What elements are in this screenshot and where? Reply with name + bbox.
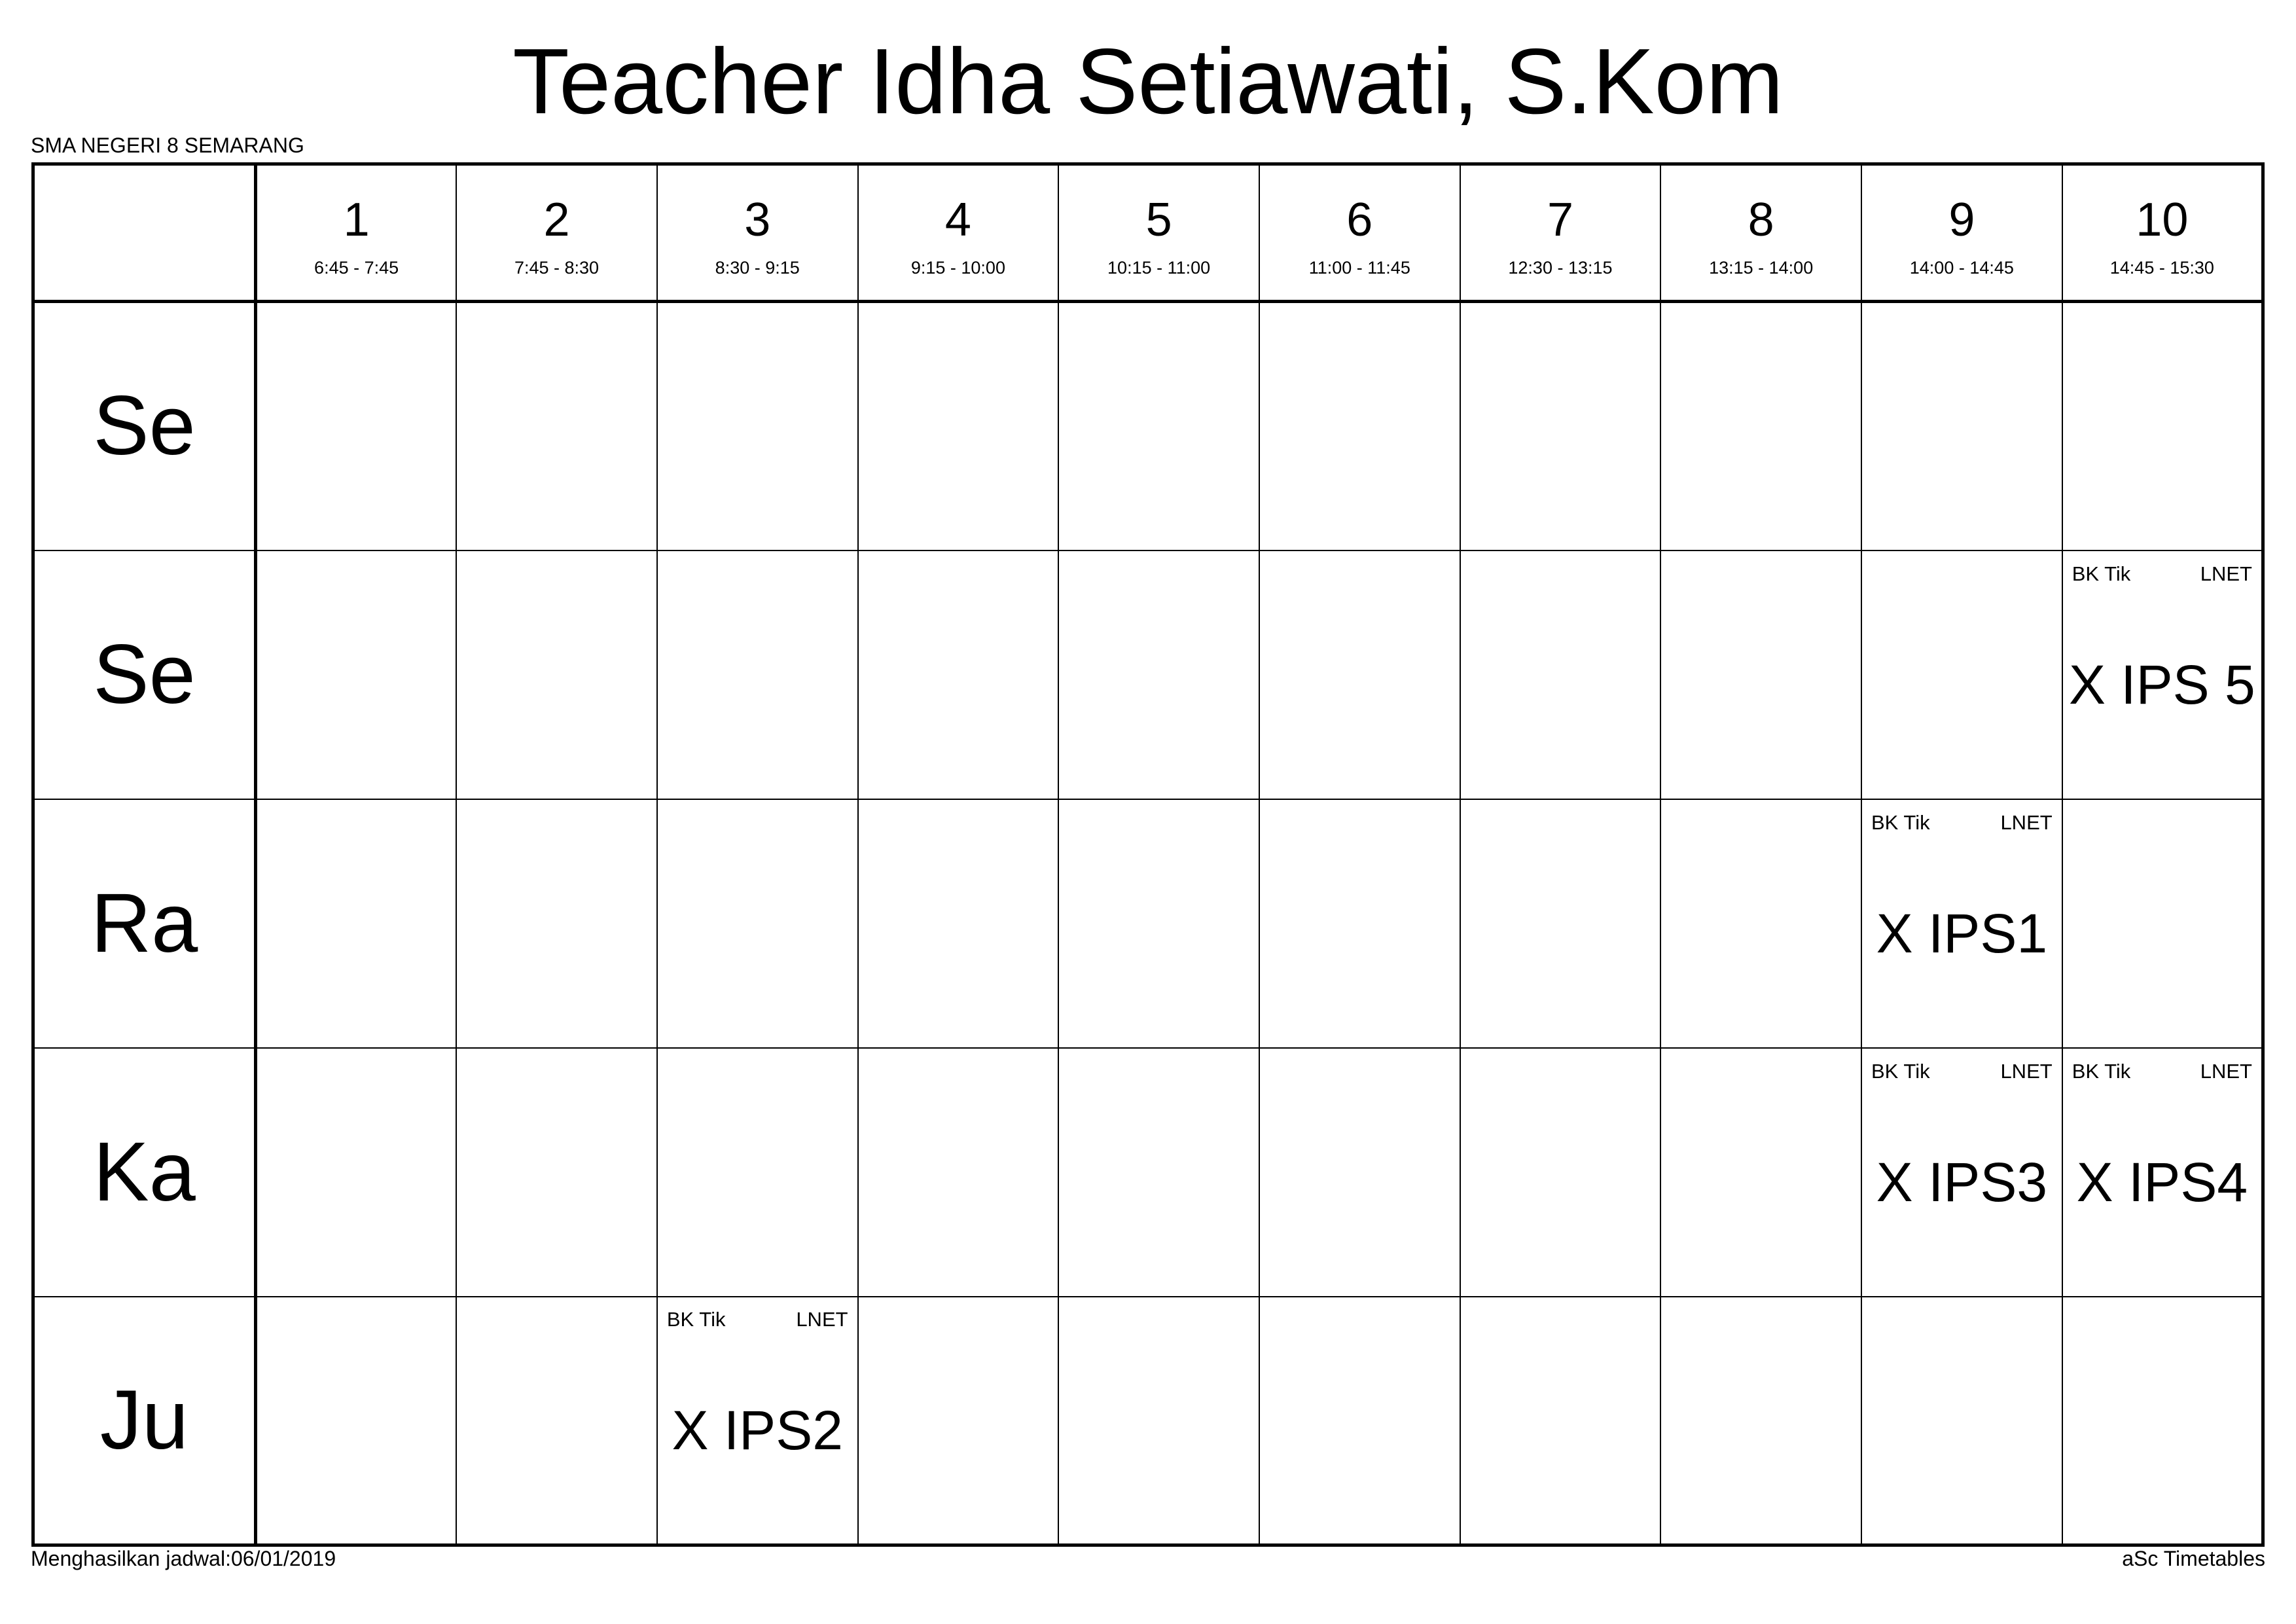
period-time: 9:15 - 10:00	[910, 257, 1005, 278]
lesson-class: X IPS3	[1876, 1151, 2048, 1213]
empty-slot	[1460, 1048, 1661, 1297]
empty-slot	[1460, 550, 1661, 799]
empty-slot	[657, 799, 858, 1048]
timetable	[31, 162, 2265, 1547]
empty-slot	[1259, 550, 1460, 799]
school-name: SMA NEGERI 8 SEMARANG	[31, 134, 304, 157]
lesson-class: X IPS 5	[2068, 653, 2255, 715]
lesson-room: LNET	[2200, 1059, 2252, 1083]
day-row	[33, 302, 2263, 550]
empty-slot	[657, 550, 858, 799]
period-header	[1660, 164, 1861, 302]
empty-slot	[1660, 550, 1861, 799]
empty-slot	[256, 1048, 457, 1297]
empty-slot	[256, 1297, 457, 1545]
period-header	[2062, 164, 2263, 302]
day-label: Se	[33, 302, 256, 550]
lesson-room: LNET	[2000, 1059, 2053, 1083]
empty-slot	[1861, 1297, 2062, 1545]
period-time: 6:45 - 7:45	[314, 257, 399, 278]
period-header	[256, 164, 457, 302]
empty-slot	[2062, 302, 2263, 550]
empty-slot	[456, 550, 657, 799]
lesson-cell	[1861, 799, 2062, 1048]
day-label: Ju	[33, 1297, 256, 1545]
lesson-subject: BK Tik	[2072, 562, 2131, 585]
empty-slot	[858, 550, 1059, 799]
empty-slot	[1861, 302, 2062, 550]
empty-slot	[256, 799, 457, 1048]
empty-slot	[2062, 799, 2263, 1048]
period-number: 10	[2136, 193, 2189, 246]
empty-slot	[1861, 550, 2062, 799]
empty-slot	[1058, 1048, 1259, 1297]
empty-slot	[1058, 550, 1259, 799]
empty-slot	[456, 1048, 657, 1297]
day-row	[33, 1048, 2263, 1297]
day-row	[33, 550, 2263, 799]
empty-slot	[657, 302, 858, 550]
period-time: 12:30 - 13:15	[1508, 257, 1613, 278]
lesson-cell	[1861, 1048, 2062, 1297]
empty-slot	[1259, 799, 1460, 1048]
period-time: 13:15 - 14:00	[1709, 257, 1814, 278]
lesson-subject: BK Tik	[2072, 1059, 2131, 1083]
empty-slot	[858, 1048, 1059, 1297]
empty-slot	[858, 302, 1059, 550]
empty-slot	[1259, 302, 1460, 550]
lesson-room: LNET	[2200, 562, 2252, 585]
period-header	[657, 164, 858, 302]
empty-slot	[1460, 302, 1661, 550]
period-number: 6	[1346, 193, 1373, 246]
period-number: 2	[543, 193, 570, 246]
empty-slot	[256, 302, 457, 550]
empty-slot	[256, 550, 457, 799]
lesson-cell	[2062, 550, 2263, 799]
empty-slot	[1259, 1048, 1460, 1297]
period-time: 11:00 - 11:45	[1308, 257, 1410, 278]
day-row	[33, 799, 2263, 1048]
empty-slot	[456, 799, 657, 1048]
day-label: Ka	[33, 1048, 256, 1297]
empty-slot	[2062, 1297, 2263, 1545]
empty-slot	[456, 302, 657, 550]
empty-slot	[1660, 302, 1861, 550]
period-number: 3	[744, 193, 771, 246]
period-time: 8:30 - 9:15	[715, 257, 800, 278]
lesson-subject: BK Tik	[1871, 810, 1930, 834]
empty-slot	[1058, 302, 1259, 550]
period-number: 8	[1748, 193, 1774, 246]
lesson-room: LNET	[2000, 810, 2053, 834]
empty-slot	[657, 1048, 858, 1297]
period-header	[1259, 164, 1460, 302]
period-header	[1058, 164, 1259, 302]
period-number: 4	[944, 193, 971, 246]
brand-label: aSc Timetables	[2122, 1547, 2265, 1570]
lesson-room: LNET	[796, 1307, 848, 1331]
day-label: Ra	[33, 799, 256, 1048]
corner-cell	[33, 164, 256, 302]
lesson-cell	[657, 1297, 858, 1545]
day-label: Se	[33, 550, 256, 799]
lesson-cell	[2062, 1048, 2263, 1297]
day-row	[33, 1297, 2263, 1545]
empty-slot	[1058, 1297, 1259, 1545]
generated-date: Menghasilkan jadwal:06/01/2019	[31, 1547, 336, 1570]
period-time: 14:00 - 14:45	[1909, 257, 2014, 278]
empty-slot	[456, 1297, 657, 1545]
period-header-row	[33, 164, 2263, 302]
empty-slot	[1460, 1297, 1661, 1545]
empty-slot	[1660, 1048, 1861, 1297]
period-number: 7	[1547, 193, 1573, 246]
period-header	[1460, 164, 1661, 302]
period-header	[1861, 164, 2062, 302]
page-title: Teacher Idha Setiawati, S.Kom	[512, 29, 1784, 134]
empty-slot	[1058, 799, 1259, 1048]
lesson-class: X IPS2	[672, 1399, 843, 1461]
period-header	[456, 164, 657, 302]
period-header	[858, 164, 1059, 302]
empty-slot	[1660, 799, 1861, 1048]
empty-slot	[1660, 1297, 1861, 1545]
lesson-class: X IPS1	[1876, 902, 2048, 964]
empty-slot	[1460, 799, 1661, 1048]
empty-slot	[1259, 1297, 1460, 1545]
period-time: 10:15 - 11:00	[1107, 257, 1211, 278]
lesson-subject: BK Tik	[1871, 1059, 1930, 1083]
lesson-subject: BK Tik	[666, 1307, 726, 1331]
period-number: 9	[1948, 193, 1975, 246]
period-number: 5	[1145, 193, 1172, 246]
period-time: 14:45 - 15:30	[2109, 257, 2214, 278]
period-number: 1	[343, 193, 370, 246]
lesson-class: X IPS4	[2076, 1151, 2248, 1213]
empty-slot	[858, 1297, 1059, 1545]
empty-slot	[858, 799, 1059, 1048]
period-time: 7:45 - 8:30	[514, 257, 600, 278]
